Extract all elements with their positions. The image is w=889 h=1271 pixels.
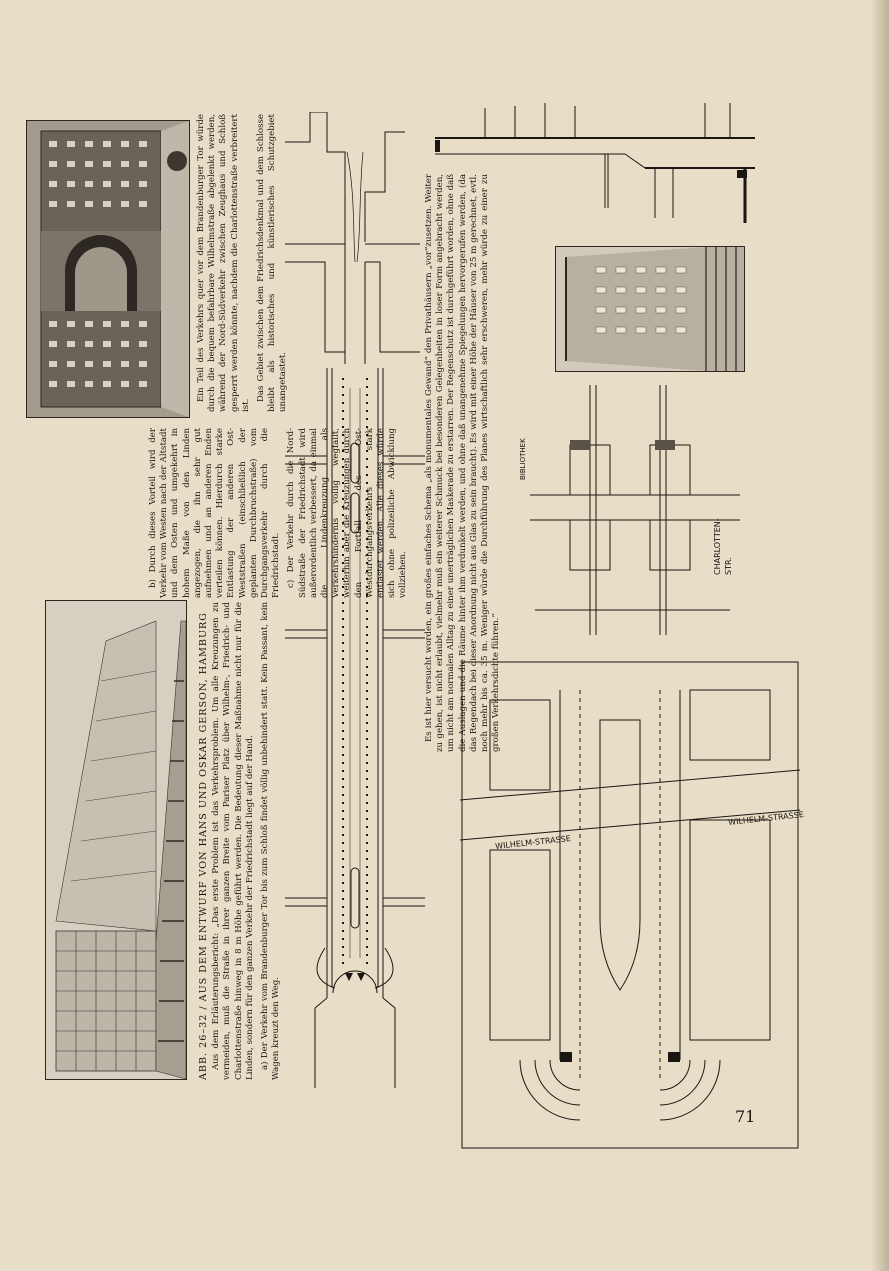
page-number: 71 [735, 1107, 756, 1126]
caption-block [198, 602, 286, 1080]
street-perspective-photo [45, 600, 187, 1080]
plan-label-bibliothek: BIBLIOTHEK [519, 438, 527, 480]
text-paragraph: b) Durch dieses Vorteil wird der Verkehr vom Westen nach der Altstadt und dem Osten und umgekehrt in hohem Maße von den Linden angezogen, die ihn sehr gut aufnehmen und an anderen Enden verteilen können. Hierdurch starke Entlastung der anderen Ost-Weststraßen (einschließlich der geplanten Durchbruchstraße) vom Durchgangsverkehr durch die Friedrichstadt. [148, 428, 282, 598]
text-paragraph: c) Der Verkehr durch die Nord-Südstraße der Friedrichstadt wird außerordentlich verbessert, da einmal die Lindenkreuzung als Verkehrshindernis völlig wegfällt, weiterhin aber die Kreuzungen durch den Fortfall des Ost-Westdurchgangsverkehrs stark entlastet werden. Alle dieses würde sich ohne polizeiliche Abwicklung vollziehen. [286, 428, 409, 598]
plan-label-charlotten: CHARLOTTEN-STR. [713, 518, 734, 575]
intersection-plan [285, 112, 420, 364]
text-paragraph: Es ist hier versucht worden, ein großes einfaches Schema „als monumentales Gewand“ den Privathäusern „vor“zusetzen. Weiter zu gehen, ist nicht erlaubt, vielmehr muß ein weiterer Schmuck bei besonderen Gelegenheiten in loser Form angebracht werden, um nicht am normalen Alltag zu einer unerträglichen Maskerade zu erstarren. Der Regenschutz ist durchgeführt worden, ohne daß die Auslagen und die Räume hinter ihm verdunkelt werden, und ohne daß unangenehme Spiegelungen hervorgerufen werden, (da das Regendach bei dieser Anordnung nicht aus Glas zu sein braucht). Es wird mit einer Höhe der Häuser von 25 m gerechnet, evtl. noch mehr bis ca. 35 m. Weniger würde die Durchführung des Planes wirtschaftlich sehr erschweren, mehr würde zu einer zu großen Verkehrsdichte führen.“ [424, 174, 502, 752]
plan-label-wilhelm-1: WILHELM-STRASSE [494, 834, 572, 851]
wilhelmstrasse-plan [460, 660, 800, 1150]
arch-facade-photo [26, 120, 190, 418]
charlottenstrasse-section-plan [530, 385, 740, 645]
caption-title: ABB. 26–32 / AUS DEM ENTWURF VON HANS UND OSKAR GERSON, HAMBURG [198, 612, 209, 1080]
caption-paragraph: a) Der Verkehr vom Brandenburger Tor bis zum Schloß findet völlig unbehindert statt. Kein Passant, kein Wagen kreuzt den Weg. [260, 602, 282, 1080]
plan-label-wilhelm-2: WILHELM-STRASSE [727, 810, 805, 827]
text-column-3 [196, 114, 294, 412]
elevated-street-plan [285, 368, 425, 1088]
caption-paragraph: Aus dem Erläuterungsbericht: „Das erste Problem ist das Verkehrsproblem. Um alle Kreuzungen zu vermeiden, muß die Straße in ihrer ganzen Breite vom Pariser Platz über Wilhelm-, Friedrich- und Charlottenstraße hinweg in 8 m Höhe geführt werden. Die Bedeutung dieser Maßnahme nicht nur für die Linden, sondern für den ganzen Verkehr der Friedrichstadt liegt auf der Hand. [211, 602, 255, 1080]
page-edge-shadow [871, 0, 889, 1271]
text-paragraph: Ein Teil des Verkehrs quer vor dem Brandenburger Tor würde durch die bequem befahrbare Wilhelmstraße abgelenkt werden, während der Nord-Südverkehr zwischen Zeughaus und Schloß gesperrt werden könnte, nachdem die Charlottenstraße verbreitert ist. [196, 114, 251, 412]
text-paragraph: Das Gebiet zwischen dem Friedrichsdenkmal und dem Schlosse bleibt als historisches und künstlerisches Schutzgebiet unangetastet. [256, 114, 289, 412]
facade-perspective-photo [555, 246, 745, 372]
